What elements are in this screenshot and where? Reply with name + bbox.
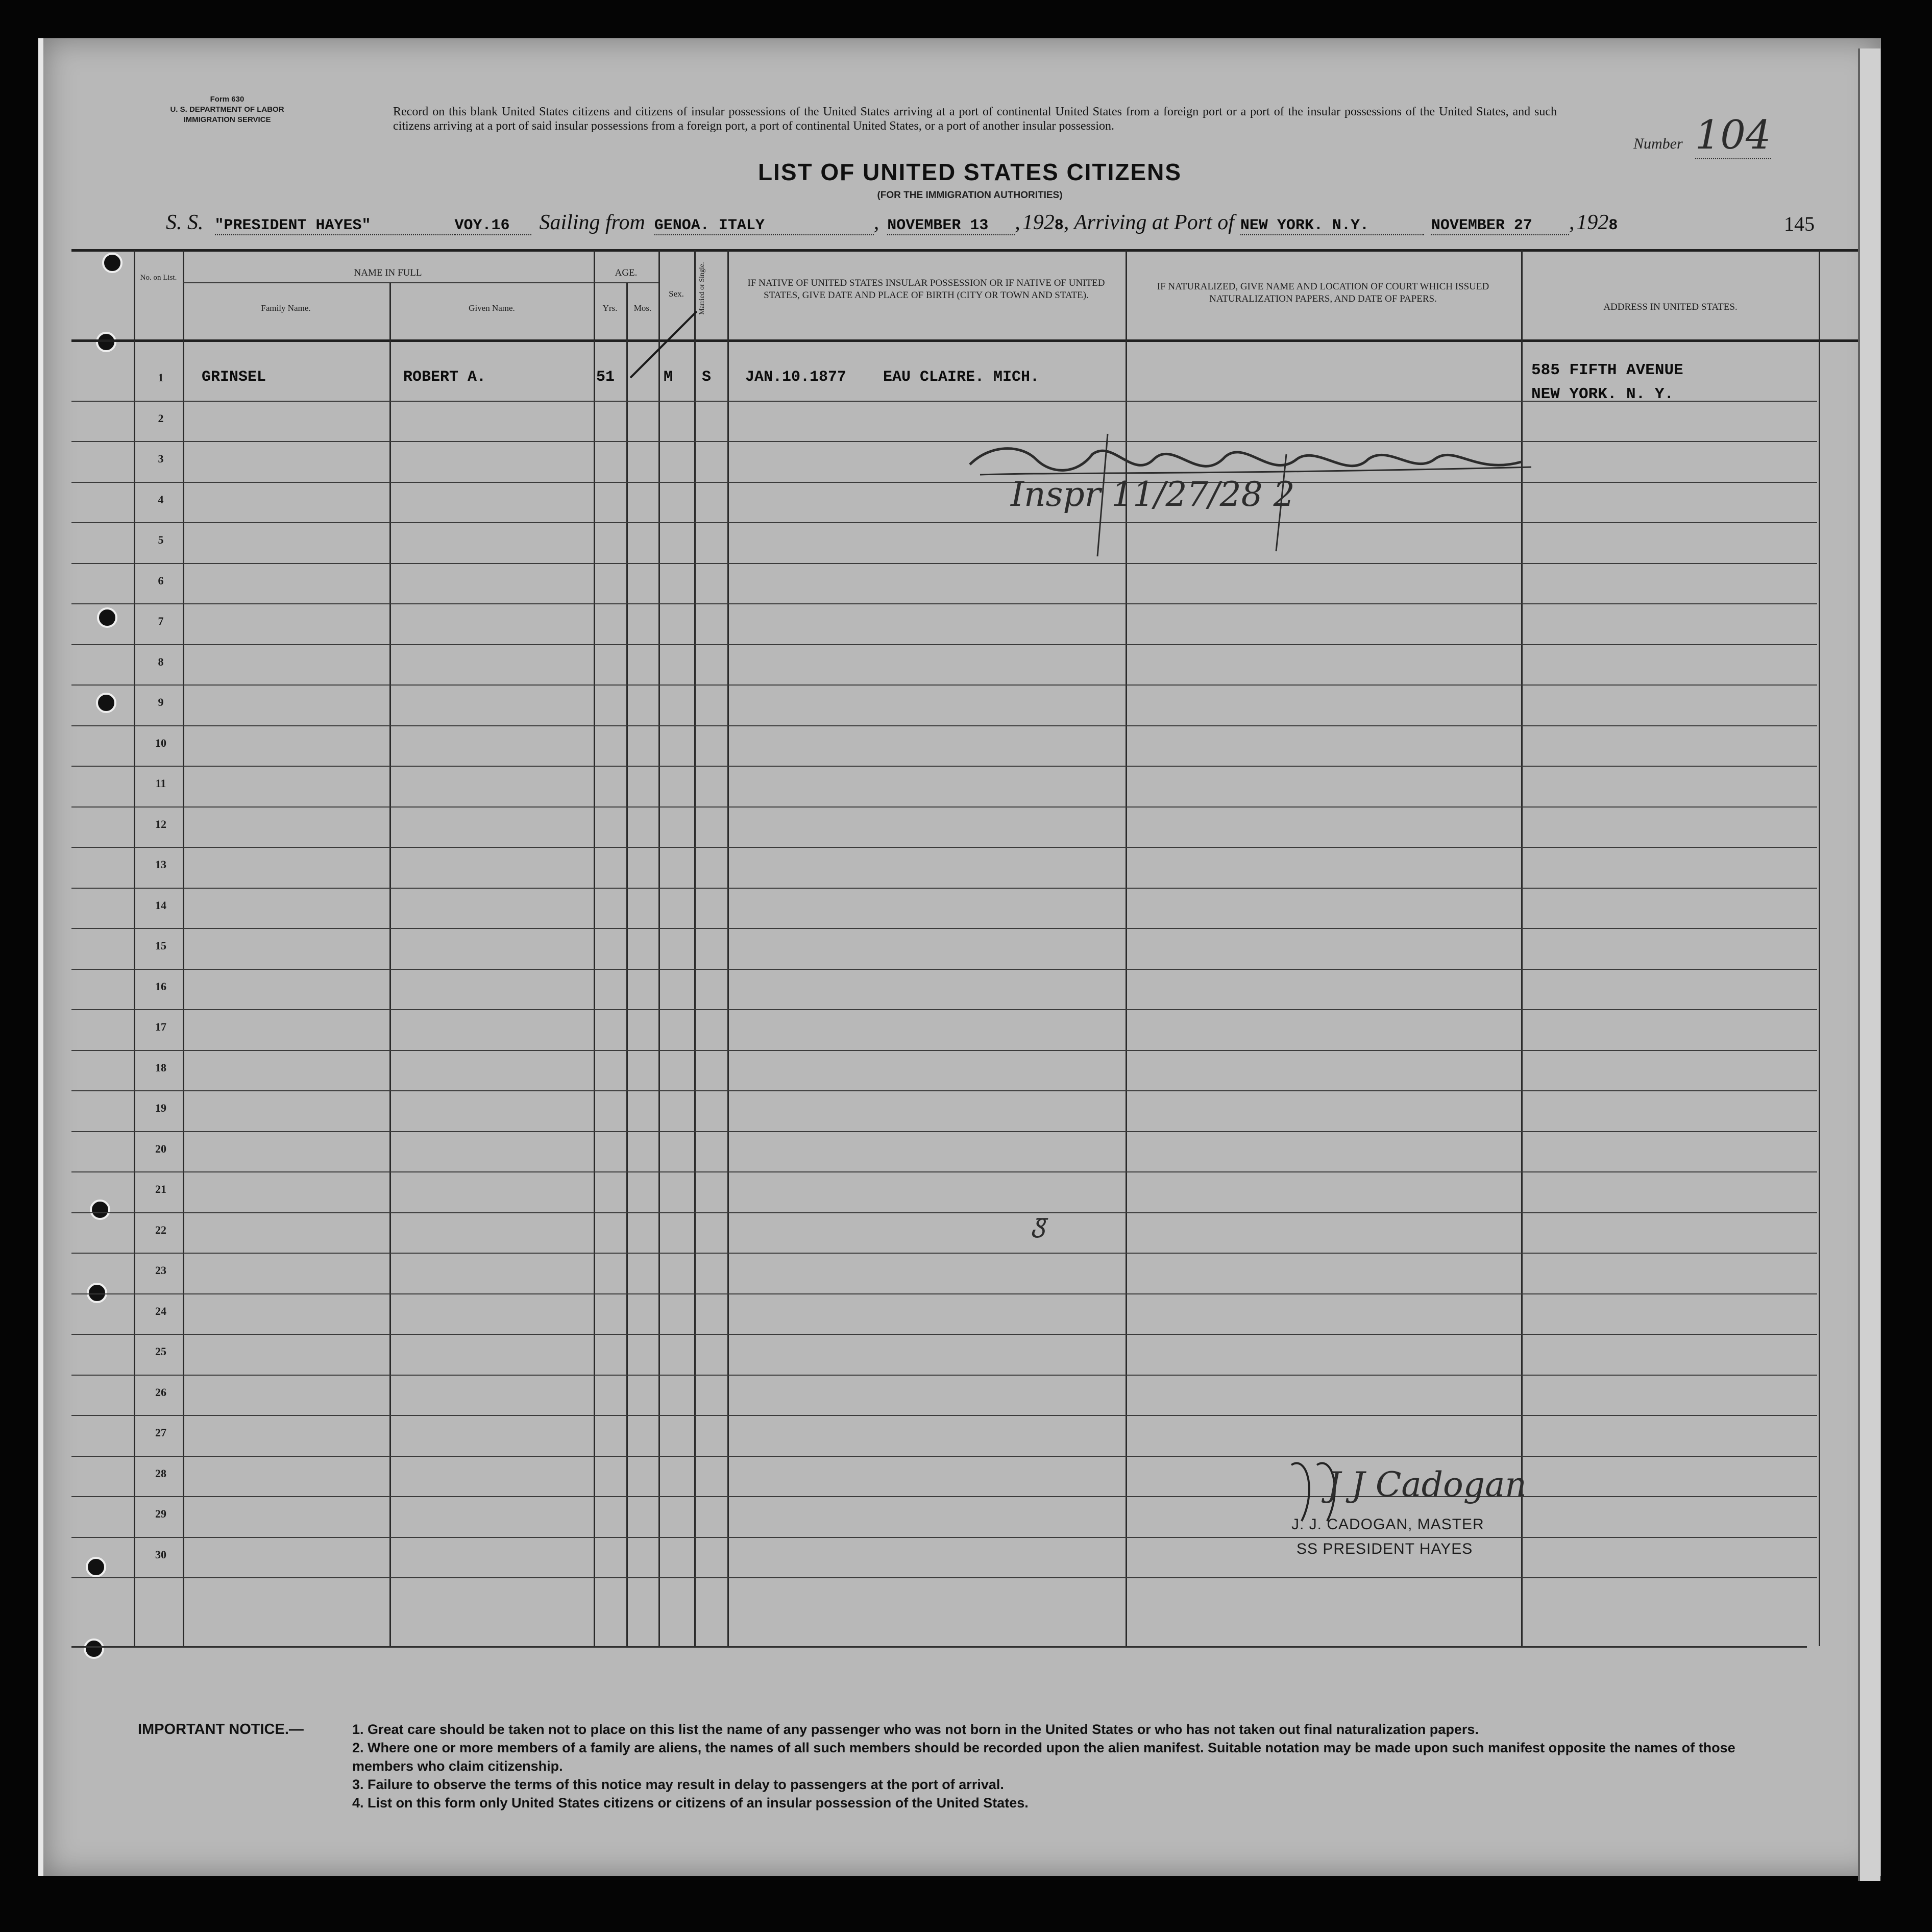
column-rule xyxy=(183,250,184,1646)
instructions: Record on this blank United States citizens and citizens of insular possessions of the United States arriving at a port of continental United States from a foreign port or a port of the insular possessions of the United States, and such citizens arriving at a port of said insular possessions from a foreign port, a port of continental United States, or a port of another insular possession. xyxy=(393,105,1557,133)
binder-hole xyxy=(96,332,116,352)
row-number: 24 xyxy=(155,1304,166,1317)
row-rule xyxy=(71,1009,1817,1010)
col-sex-header: Sex. xyxy=(669,289,684,299)
row-number: 15 xyxy=(155,939,166,952)
binder-hole xyxy=(102,253,123,273)
row-rule xyxy=(71,1496,1817,1497)
row-rule xyxy=(71,482,1817,483)
notice-item: 4. List on this form only United States citizens or citizens of an insular possession of the United States. xyxy=(352,1795,1029,1811)
age-years-cell: 51 xyxy=(596,369,615,386)
sailing-label: Sailing from xyxy=(539,211,645,234)
arrive-date: NOVEMBER 27 xyxy=(1431,217,1569,235)
column-rule xyxy=(658,250,660,1646)
row-rule xyxy=(71,1171,1817,1172)
sex-cell: M xyxy=(664,369,673,386)
notice-item: 3. Failure to observe the terms of this notice may result in delay to passengers at the port of arrival. xyxy=(352,1777,1004,1792)
year-prefix: 192 xyxy=(1022,211,1055,234)
column-rule xyxy=(389,283,391,1646)
column-rule xyxy=(594,250,595,1646)
row-rule xyxy=(71,1415,1817,1416)
row-number: 19 xyxy=(155,1102,166,1114)
col-yrs-header: Yrs. xyxy=(602,303,618,313)
table-bottom-rule xyxy=(71,1646,1807,1648)
column-rule xyxy=(694,250,696,1646)
row-rule xyxy=(71,1293,1817,1294)
row-rule xyxy=(71,1334,1817,1335)
row-number: 16 xyxy=(155,980,166,993)
row-rule xyxy=(71,1456,1817,1457)
col-age-header: AGE. xyxy=(615,267,638,278)
row-number: 18 xyxy=(155,1061,166,1074)
row-rule xyxy=(71,1375,1817,1376)
arrive-year-digit: 8 xyxy=(1608,217,1618,234)
sail-date: NOVEMBER 13 xyxy=(887,217,1015,235)
row-number: 26 xyxy=(155,1385,166,1399)
voyage-line: S. S. "PRESIDENT HAYES" VOY.16 Sailing from GENOA. ITALY , NOVEMBER 13 , 1928, Arriving at Port of NEW YORK. N.Y. NOVEMBER 27 , 1928 xyxy=(166,211,1618,234)
row-rule xyxy=(71,969,1817,970)
row-rule xyxy=(71,928,1817,929)
important-notice xyxy=(138,1720,1797,1812)
row-number: 13 xyxy=(155,858,166,871)
row-number: 25 xyxy=(155,1345,166,1358)
row-number: 9 xyxy=(158,696,164,708)
column-rule xyxy=(1819,250,1820,1646)
binder-hole xyxy=(90,1200,110,1220)
row-number: 5 xyxy=(158,533,164,546)
column-rule xyxy=(727,250,729,1646)
voyage-number: VOY.16 xyxy=(455,217,531,235)
inspector-note: Inspr 11/27/28 2 xyxy=(1011,475,1295,514)
arriving-label: Arriving at Port of xyxy=(1074,211,1234,234)
document-sheet xyxy=(38,38,1881,1876)
row-rule xyxy=(71,725,1817,726)
row-rule xyxy=(71,847,1817,848)
binder-hole xyxy=(86,1557,106,1577)
table-top-rule xyxy=(71,249,1858,252)
page-number: 145 xyxy=(1784,212,1815,235)
to-port: NEW YORK. N.Y. xyxy=(1240,217,1424,235)
row-rule xyxy=(71,1253,1817,1254)
given-name-cell: ROBERT A. xyxy=(403,369,486,386)
row-number: 27 xyxy=(155,1426,166,1439)
department: U. S. DEPARTMENT OF LABOR xyxy=(170,105,284,114)
col-married-header: Married or Single. xyxy=(698,262,706,315)
row-number: 29 xyxy=(155,1507,166,1520)
binder-hole xyxy=(84,1638,104,1659)
row-rule xyxy=(71,1090,1817,1091)
form-identifier xyxy=(135,94,319,125)
service: IMMIGRATION SERVICE xyxy=(183,115,271,124)
married-cell: S xyxy=(702,369,712,386)
row-rule xyxy=(71,684,1817,686)
ditto-slash-mark xyxy=(625,301,702,383)
col-name-in-full-header: NAME IN FULL xyxy=(354,267,422,278)
age-subheader-rule xyxy=(594,282,658,283)
col-address-header: ADDRESS IN UNITED STATES. xyxy=(1603,302,1738,312)
name-subheader-rule xyxy=(183,282,594,283)
master-stamp-line2: SS PRESIDENT HAYES xyxy=(1297,1540,1473,1557)
ship-name: "PRESIDENT HAYES" xyxy=(215,217,455,235)
row-rule xyxy=(71,806,1817,808)
row-number: 8 xyxy=(158,655,164,668)
number-label: Number xyxy=(1633,135,1683,152)
sheet-edge xyxy=(1858,48,1880,1881)
ss-label: S. S. xyxy=(166,211,204,234)
from-port: GENOA. ITALY xyxy=(654,217,874,235)
col-mos-header: Mos. xyxy=(633,303,652,313)
binder-hole xyxy=(97,607,117,628)
year-prefix-2: 192 xyxy=(1576,211,1609,234)
row-rule xyxy=(71,603,1817,604)
form-number: Form 630 xyxy=(210,95,244,104)
row-number: 14 xyxy=(155,898,166,912)
col-naturalized-header: IF NATURALIZED, GIVE NAME AND LOCATION OF COURT WHICH ISSUED NATURALIZATION PAPERS, AND DATE OF PAPERS. xyxy=(1157,281,1489,304)
master-stamp-line1: J. J. CADOGAN, MASTER xyxy=(1291,1516,1484,1533)
row-number: 6 xyxy=(158,574,164,587)
row-number: 1 xyxy=(158,371,164,384)
row-number: 10 xyxy=(155,736,166,749)
list-number xyxy=(1633,112,1807,158)
col-no-header: No. on List. xyxy=(140,274,177,282)
row-number: 7 xyxy=(158,615,164,627)
column-rule xyxy=(134,250,135,1646)
col-family-name-header: Family Name. xyxy=(261,303,311,313)
number-value: 104 xyxy=(1695,112,1771,158)
page-subtitle: (FOR THE IMMIGRATION AUTHORITIES) xyxy=(877,190,1063,201)
row-number: 30 xyxy=(155,1548,166,1561)
birth-date-cell: JAN.10.1877 xyxy=(745,369,847,386)
row-rule xyxy=(71,522,1817,523)
family-name-cell: GRINSEL xyxy=(202,369,266,386)
address-line2-cell: NEW YORK. N. Y. xyxy=(1531,385,1674,403)
address-line1-cell: 585 FIFTH AVENUE xyxy=(1531,361,1683,379)
row-rule xyxy=(71,1212,1817,1213)
row-number: 11 xyxy=(155,777,166,790)
row-number: 12 xyxy=(155,817,166,830)
master-signature-text: J J Cadogan xyxy=(1327,1465,1527,1504)
row-rule xyxy=(71,766,1817,767)
row-rule xyxy=(71,888,1817,889)
notice-item: 2. Where one or more members of a family are aliens, the names of all such members should be recorded upon the alien manifest. Suitable notation may be made upon such manifest opposite the names of those members who claim citizenship. xyxy=(352,1740,1735,1774)
col-given-name-header: Given Name. xyxy=(469,303,515,313)
row-number: 20 xyxy=(155,1142,166,1155)
row-rule xyxy=(71,1577,1817,1578)
row-rule xyxy=(71,441,1817,442)
row-rule xyxy=(71,1537,1817,1538)
row-number: 28 xyxy=(155,1466,166,1480)
birth-place-cell: EAU CLAIRE. MICH. xyxy=(883,369,1040,386)
row-rule xyxy=(71,1131,1817,1132)
row-number: 21 xyxy=(155,1183,166,1195)
column-rule xyxy=(626,283,628,1646)
page-title: LIST OF UNITED STATES CITIZENS xyxy=(757,159,1182,185)
row-rule xyxy=(71,1050,1817,1051)
row-rule xyxy=(71,644,1817,645)
sail-year-digit: 8 xyxy=(1054,217,1064,234)
row-number: 3 xyxy=(158,452,164,465)
header-bottom-rule xyxy=(71,339,1858,342)
notice-heading: IMPORTANT NOTICE.— xyxy=(138,1721,304,1738)
row-number: 4 xyxy=(158,493,164,506)
row-rule xyxy=(71,563,1817,564)
notice-item: 1. Great care should be taken not to place on this list the name of any passenger who was not born in the United States or who has not taken out final naturalization papers. xyxy=(352,1722,1479,1737)
row-number: 2 xyxy=(158,411,164,425)
row-number: 23 xyxy=(155,1264,166,1277)
row-number: 22 xyxy=(155,1223,166,1236)
col-native-header: IF NATIVE OF UNITED STATES INSULAR POSSESSION OR IF NATIVE OF UNITED STATES, GIVE DATE AND PLACE OF BIRTH (CITY OR TOWN AND STATE). xyxy=(747,278,1105,301)
row-number: 17 xyxy=(155,1020,166,1033)
stray-pencil-mark: ꟑ xyxy=(1031,1208,1046,1238)
binder-hole xyxy=(96,693,116,713)
